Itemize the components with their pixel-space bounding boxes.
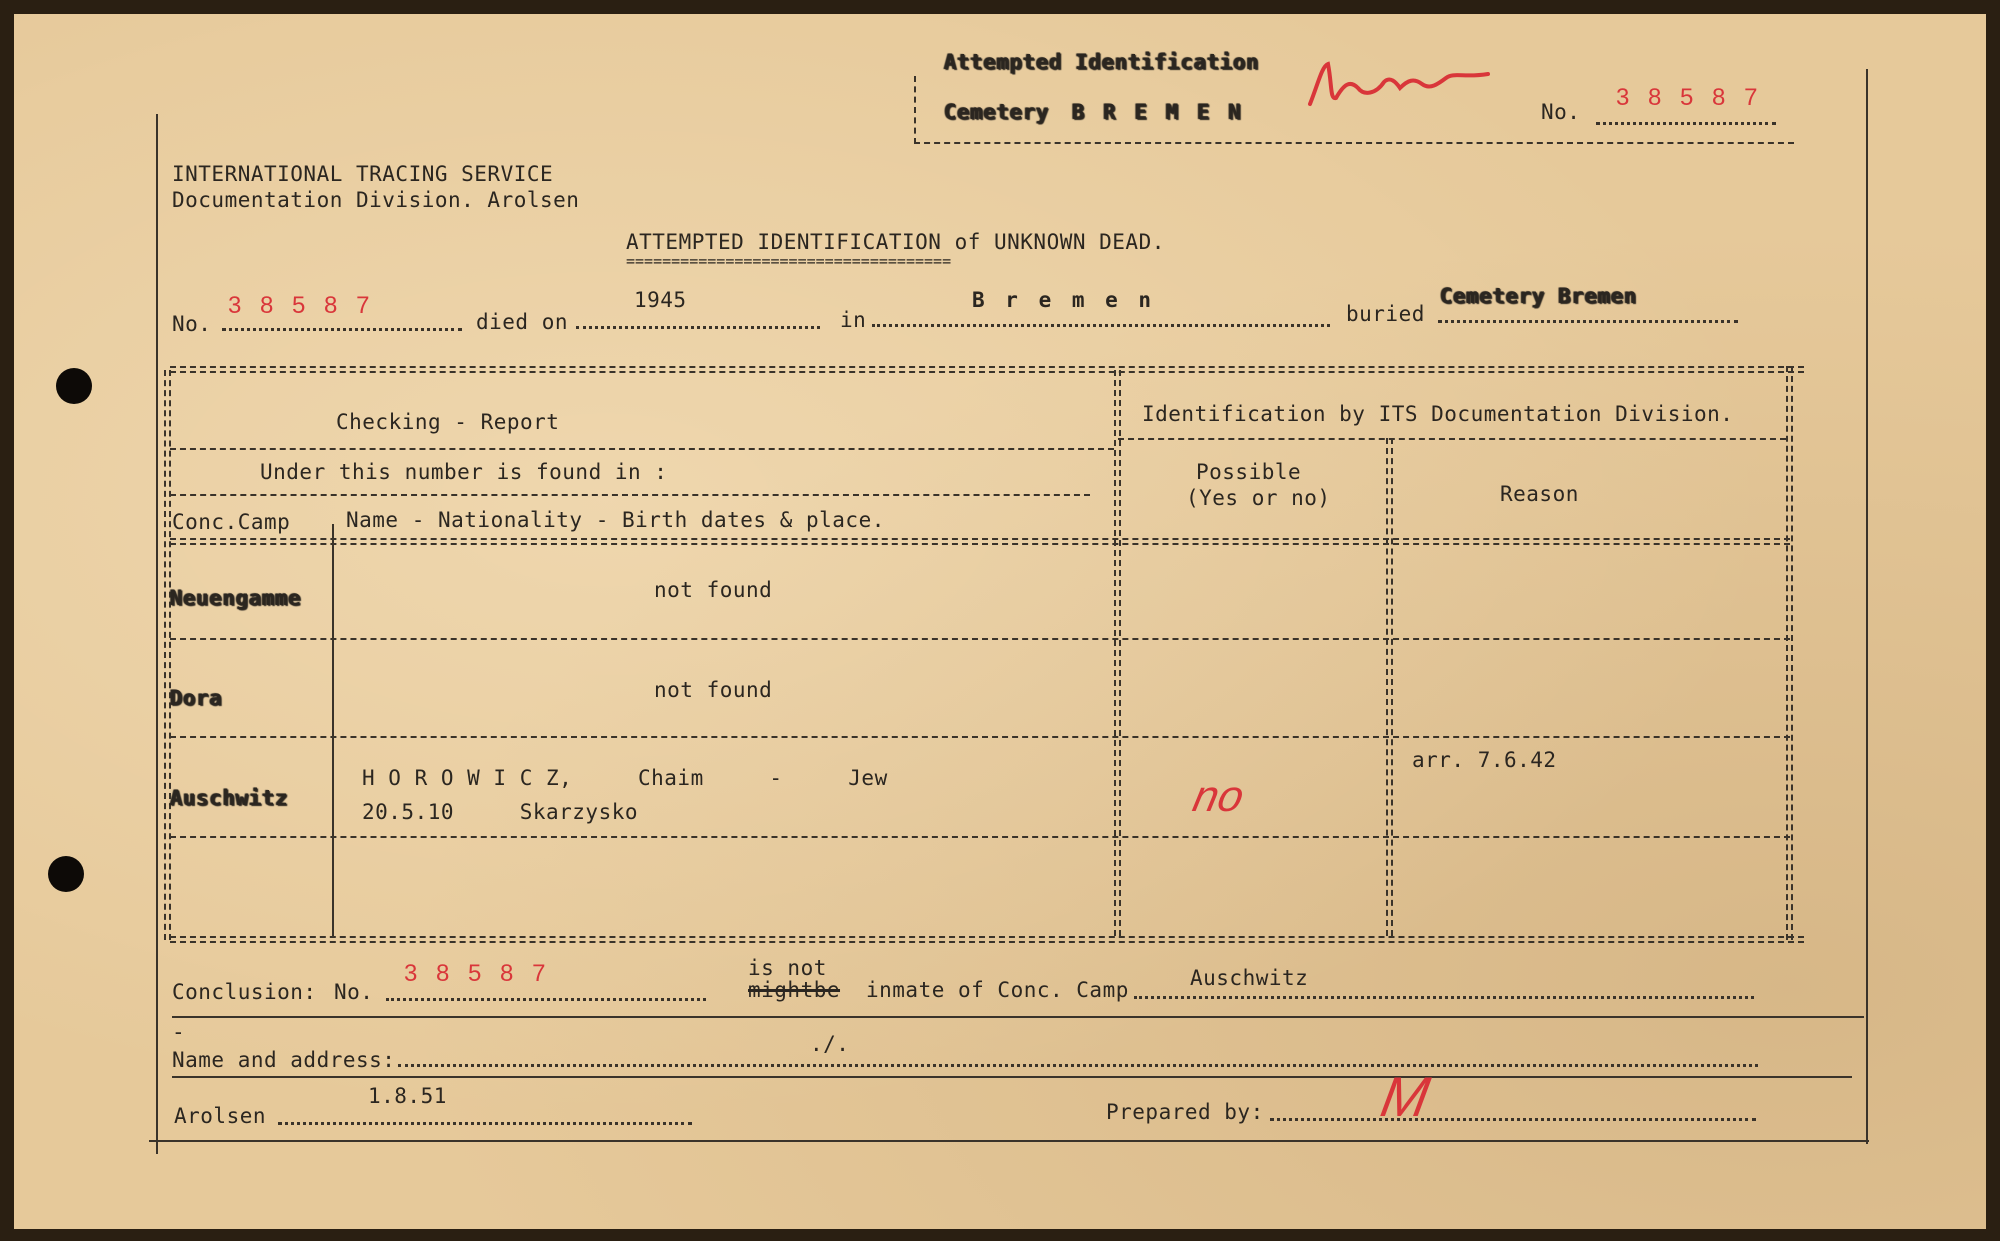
name-address-label: Name and address: bbox=[172, 1048, 396, 1072]
identification-header: Identification by ITS Documentation Division. bbox=[1142, 402, 1734, 426]
conclusion-no-label: No. bbox=[334, 980, 374, 1004]
table-colheader-divider bbox=[170, 538, 1790, 545]
conclusion-no-value: 3 8 5 8 7 bbox=[404, 960, 552, 987]
record-no-label: No. bbox=[172, 312, 212, 336]
org-name: INTERNATIONAL TRACING SERVICE bbox=[172, 162, 554, 186]
table-camp-divider bbox=[332, 524, 334, 936]
record-in-dots bbox=[872, 324, 1330, 327]
record-buried-dots bbox=[1438, 320, 1738, 323]
record-died-dots bbox=[576, 326, 820, 329]
record-no-dots bbox=[222, 328, 462, 331]
conclusion-camp-dots bbox=[1134, 996, 1754, 999]
prepared-by-dots bbox=[1270, 1118, 1756, 1121]
table-header-divider-right bbox=[1118, 438, 1786, 440]
stamp-cemetery-city: B R E M E N bbox=[1072, 100, 1245, 124]
table-row-name: not found bbox=[654, 578, 773, 602]
frame-bottom-line bbox=[149, 1140, 1869, 1142]
form-title-underline: ==================================== bbox=[626, 252, 952, 270]
table-row-birth: 20.5.10 Skarzysko bbox=[362, 800, 639, 824]
conclusion-no-dots bbox=[386, 998, 706, 1001]
stamp-title: Attempted Identification bbox=[944, 50, 1260, 74]
table-row-name: not found bbox=[654, 678, 773, 702]
table-row-camp: Dora bbox=[170, 686, 223, 710]
arolsen-date: 1.8.51 bbox=[368, 1084, 447, 1108]
record-in-value: B r e m e n bbox=[972, 288, 1156, 312]
handwritten-none-mark bbox=[1304, 54, 1494, 114]
prepared-by-initial: M bbox=[1376, 1065, 1435, 1128]
stamp-bottom-border bbox=[914, 142, 1794, 144]
under-number-text: Under this number is found in : bbox=[260, 460, 668, 484]
conclusion-might-be: mightbe bbox=[748, 978, 841, 1002]
record-died-label: died on bbox=[476, 310, 569, 334]
table-left-border bbox=[164, 370, 171, 940]
record-died-value: 1945 bbox=[634, 288, 687, 312]
index-card bbox=[14, 14, 1986, 1229]
table-reason-divider bbox=[1386, 438, 1393, 936]
frame-right-line bbox=[1866, 69, 1868, 1144]
conclusion-underline bbox=[172, 1016, 1864, 1018]
record-buried-value: Cemetery Bremen bbox=[1440, 284, 1638, 308]
table-row-divider-2 bbox=[170, 736, 1790, 738]
possible-header-line2: (Yes or no) bbox=[1186, 486, 1331, 510]
punch-hole-bottom bbox=[48, 856, 84, 892]
stamp-cemetery-label: Cemetery bbox=[944, 100, 1050, 124]
name-address-dots bbox=[398, 1064, 1758, 1067]
record-no-value: 3 8 5 8 7 bbox=[228, 292, 376, 319]
table-bottom-border bbox=[170, 936, 1804, 943]
record-buried-label: buried bbox=[1346, 302, 1425, 326]
checking-report-header: Checking - Report bbox=[336, 410, 560, 434]
possible-header-line1: Possible bbox=[1196, 460, 1302, 484]
table-row-divider-3 bbox=[170, 836, 1790, 838]
table-mid-divider bbox=[1114, 370, 1121, 936]
table-row-divider-1 bbox=[170, 638, 1790, 640]
table-row-possible: no bbox=[1188, 772, 1249, 821]
conclusion-dash: - bbox=[172, 1020, 186, 1044]
table-under-divider bbox=[170, 494, 1090, 496]
record-in-label: in bbox=[840, 308, 867, 332]
conclusion-is-not: is not bbox=[748, 956, 827, 980]
conclusion-label: Conclusion: bbox=[172, 980, 317, 1004]
table-right-border bbox=[1786, 366, 1793, 940]
table-row-camp: Auschwitz bbox=[170, 786, 289, 810]
conclusion-inmate-text: inmate of Conc. Camp bbox=[866, 978, 1129, 1002]
table-header-divider-left bbox=[170, 448, 1114, 450]
conclusion-camp-value: Auschwitz bbox=[1190, 966, 1309, 990]
table-row-name: H O R O W I C Z, Chaim - Jew bbox=[362, 766, 888, 790]
reason-header: Reason bbox=[1500, 482, 1579, 506]
stamp-no-dots bbox=[1596, 122, 1776, 125]
table-row-camp: Neuengamme bbox=[170, 586, 302, 610]
conclusion-slash: ./. bbox=[810, 1032, 850, 1056]
org-division: Documentation Division. Arolsen bbox=[172, 188, 580, 212]
punch-hole-top bbox=[56, 368, 92, 404]
stamp-left-border bbox=[914, 76, 916, 144]
arolsen-dots bbox=[278, 1122, 692, 1125]
prepared-by-label: Prepared by: bbox=[1106, 1100, 1264, 1124]
stamp-no-label: No. bbox=[1541, 100, 1581, 124]
form-title: ATTEMPTED IDENTIFICATION of UNKNOWN DEAD. bbox=[626, 230, 1165, 254]
frame-left-line bbox=[156, 114, 158, 1154]
col-camp-header: Conc.Camp bbox=[172, 510, 291, 534]
col-name-header: Name - Nationality - Birth dates & place. bbox=[346, 508, 885, 532]
stamp-no-value: 3 8 5 8 7 bbox=[1616, 84, 1764, 111]
arolsen-label: Arolsen bbox=[174, 1104, 267, 1128]
name-address-underline bbox=[172, 1076, 1852, 1078]
table-row-reason: arr. 7.6.42 bbox=[1412, 748, 1557, 772]
table-top-border bbox=[170, 366, 1804, 373]
